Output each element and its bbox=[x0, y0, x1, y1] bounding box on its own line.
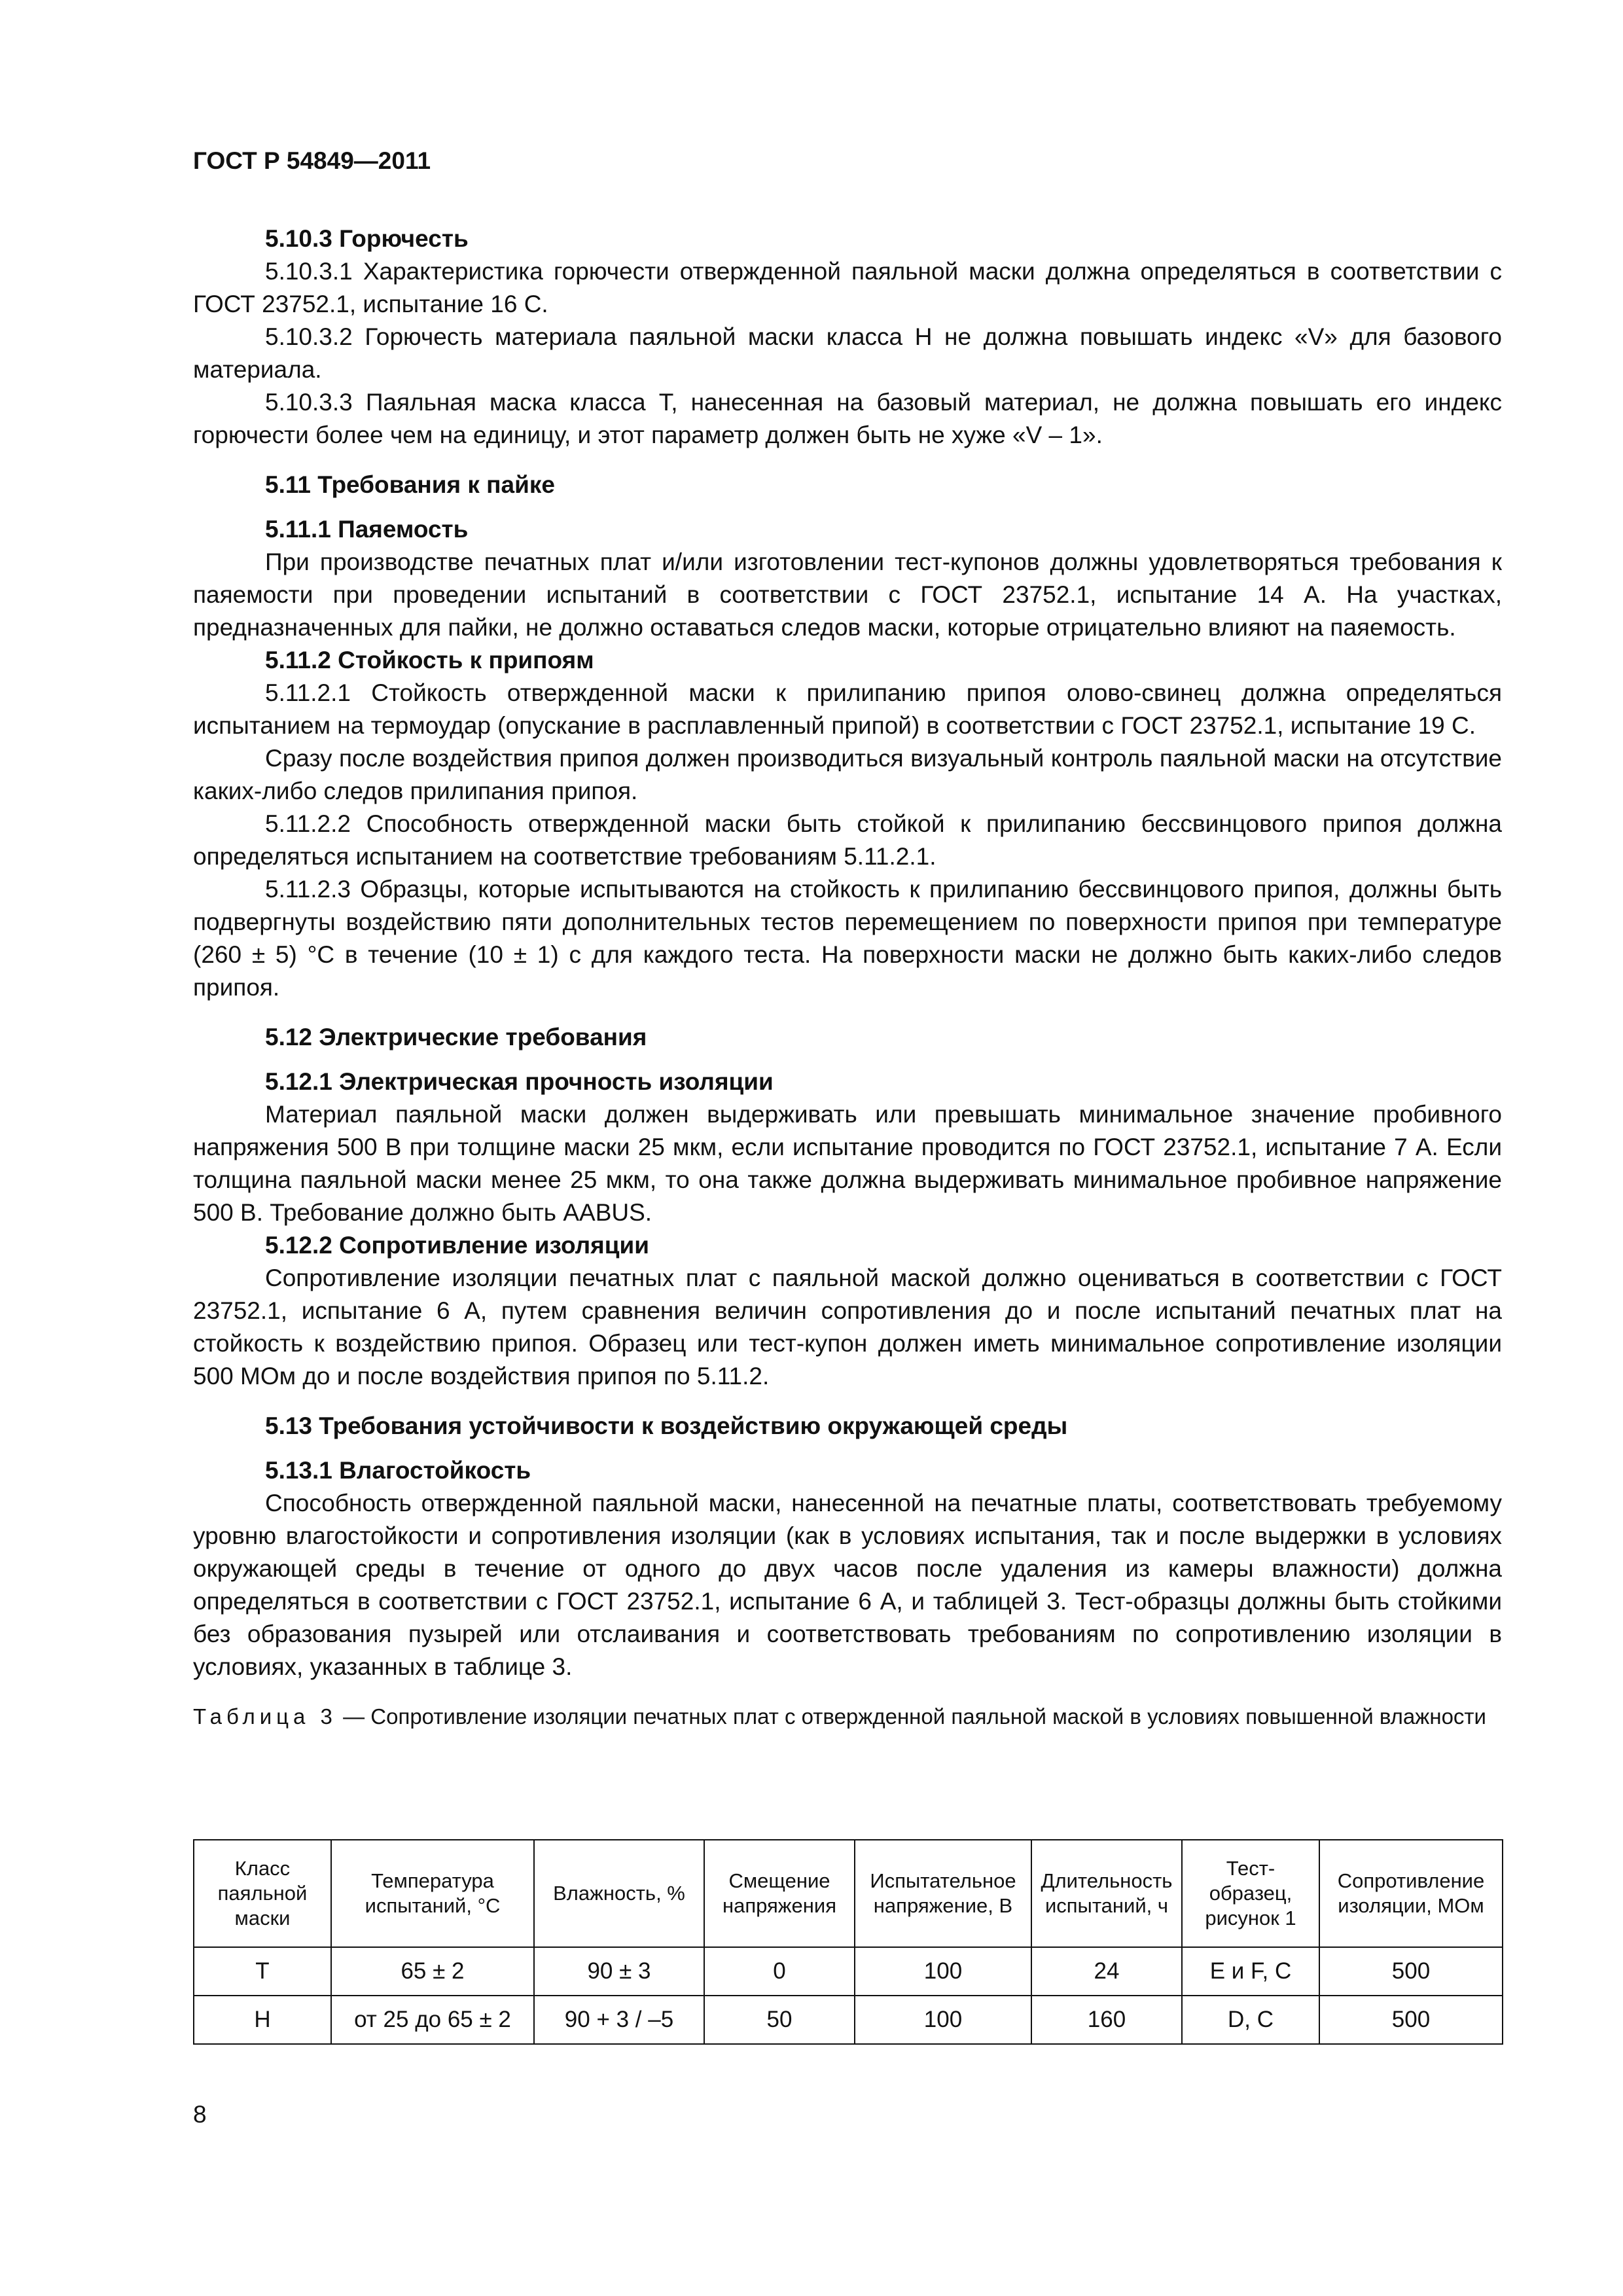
standard-header: ГОСТ Р 54849—2011 bbox=[193, 147, 431, 174]
paragraph: При производстве печатных плат и/или изготовлении тест-купонов должны удовлетворяться требования к паяемости при проведении испытаний в соответствии с ГОСТ 23752.1, испытание 14 А. На участках, предназначенных для пайки, не должно оставаться следов маски, которые отрицательно влияют на паяемость. bbox=[193, 548, 1502, 641]
section-5-11-title: 5.11 Требования к пайке bbox=[265, 471, 555, 498]
paragraph: Материал паяльной маски должен выдерживать или превышать минимальное значение пробивного напряжения 500 В при толщине маски 25 мкм, если испытание проводится по ГОСТ 23752.1, испытание 7 А. Если толщина паяльной маски менее 25 мкм, то она также должна выдерживать минимальное пробивное напряжение 500 В. Требование должно быть AABUS. bbox=[193, 1101, 1502, 1226]
paragraph: 5.10.3.2 Горючесть материала паяльной маски класса Н не должна повышать индекс «V» для базового материала. bbox=[193, 323, 1502, 383]
paragraph: 5.10.3.3 Паяльная маска класса Т, нанесенная на базовый материал, не должна повышать его индекс горючести более чем на единицу, и этот параметр должен быть не хуже «V – 1». bbox=[193, 389, 1502, 448]
column-header: Длительность испытаний, ч bbox=[1031, 1840, 1182, 1947]
table-cell: 500 bbox=[1319, 1996, 1503, 2044]
section-5-10-3-title: 5.10.3 Горючесть bbox=[265, 225, 469, 252]
column-header: Испытательное напряжение, В bbox=[855, 1840, 1031, 1947]
section-5-12-title: 5.12 Электрические требования bbox=[265, 1024, 647, 1050]
table-cell: D, С bbox=[1182, 1996, 1319, 2044]
paragraph: 5.10.3.1 Характеристика горючести отвержденной паяльной маски должна определяться в соответствии с ГОСТ 23752.1, испытание 16 С. bbox=[193, 258, 1502, 317]
table-row bbox=[194, 1947, 1503, 1996]
table-cell: Е и F, С bbox=[1182, 1947, 1319, 1996]
paragraph: Сопротивление изоляции печатных плат с паяльной маской должно оцениваться в соответствии с ГОСТ 23752.1, испытание 6 А, путем сравнения величин сопротивления до и после испытаний печатных плат на стойкость к воздействию припоя. Образец или тест-купон должен иметь минимальное сопротивление изоляции 500 МОм до и после воздействия припоя по 5.11.2. bbox=[193, 1265, 1502, 1390]
paragraph: 5.11.2.2 Способность отвержденной маски быть стойкой к прилипанию бессвинцового припоя должна определяться испытанием на соответствие требованиям 5.11.2.1. bbox=[193, 810, 1502, 870]
document-body bbox=[193, 223, 1502, 1731]
page-number: 8 bbox=[193, 2101, 207, 2128]
column-header: Смещение напряжения bbox=[704, 1840, 855, 1947]
table-cell: 500 bbox=[1319, 1947, 1503, 1996]
table-caption bbox=[193, 1702, 1502, 1731]
column-header: Влажность, % bbox=[534, 1840, 704, 1947]
section-5-11-1-title: 5.11.1 Паяемость bbox=[265, 516, 469, 543]
column-header: Температура испытаний, °С bbox=[331, 1840, 534, 1947]
table-3 bbox=[193, 1839, 1503, 2045]
table-row bbox=[194, 1996, 1503, 2044]
table-header-row bbox=[194, 1840, 1503, 1947]
table-cell: от 25 до 65 ± 2 bbox=[331, 1996, 534, 2044]
section-5-13-1-title: 5.13.1 Влагостойкость bbox=[265, 1457, 531, 1484]
table-cell: 90 + 3 / –5 bbox=[534, 1996, 704, 2044]
paragraph: 5.11.2.3 Образцы, которые испытываются на стойкость к прилипанию бессвинцового припоя, должны быть подвергнуты воздействию пяти дополнительных тестов перемещением по поверхности припоя при температуре (260 ± 5) °С в течение (10 ± 1) с для каждого теста. На поверхности маски не должно быть каких-либо следов припоя. bbox=[193, 876, 1502, 1001]
column-header: Класс паяльной маски bbox=[194, 1840, 331, 1947]
section-5-13-title: 5.13 Требования устойчивости к воздействию окружающей среды bbox=[265, 1412, 1068, 1439]
column-header: Сопротивление изоляции, МОм bbox=[1319, 1840, 1503, 1947]
table-cell: 90 ± 3 bbox=[534, 1947, 704, 1996]
table-cell: 0 bbox=[704, 1947, 855, 1996]
table-cell: Т bbox=[194, 1947, 331, 1996]
paragraph: Способность отвержденной паяльной маски, нанесенной на печатные платы, соответствовать требуемому уровню влагостойкости и сопротивления изоляции (как в условиях испытания, так и после выдержки в условиях окружающей среды в течение от одного до двух часов после удаления из камеры влажности) должна определяться в соответствии с ГОСТ 23752.1, испытание 6 А, и таблицей 3. Тест-образцы должны быть стойкими без образования пузырей или отслаивания и соответствовать требованиям по сопротивлению изоляции в условиях, указанных в таблице 3. bbox=[193, 1490, 1502, 1680]
section-5-12-2-title: 5.12.2 Сопротивление изоляции bbox=[265, 1232, 649, 1259]
table-cell: 24 bbox=[1031, 1947, 1182, 1996]
table-cell: Н bbox=[194, 1996, 331, 2044]
table-caption-text: — Сопротивление изоляции печатных плат с отвержденной паяльной маской в условиях повышенной влажности bbox=[336, 1704, 1486, 1729]
section-5-12-1-title: 5.12.1 Электрическая прочность изоляции bbox=[265, 1068, 774, 1095]
table-caption-label: Таблица 3 bbox=[193, 1704, 337, 1729]
table-cell: 100 bbox=[855, 1996, 1031, 2044]
table-cell: 65 ± 2 bbox=[331, 1947, 534, 1996]
paragraph: Сразу после воздействия припоя должен производиться визуальный контроль паяльной маски на отсутствие каких-либо следов прилипания припоя. bbox=[193, 745, 1502, 804]
column-header: Тест-образец, рисунок 1 bbox=[1182, 1840, 1319, 1947]
table-cell: 160 bbox=[1031, 1996, 1182, 2044]
table-cell: 50 bbox=[704, 1996, 855, 2044]
table-cell: 100 bbox=[855, 1947, 1031, 1996]
section-5-11-2-title: 5.11.2 Стойкость к припоям bbox=[265, 647, 594, 673]
paragraph: 5.11.2.1 Стойкость отвержденной маски к прилипанию припоя олово-свинец должна определяться испытанием на термоудар (опускание в расплавленный припой) в соответствии с ГОСТ 23752.1, испытание 19 С. bbox=[193, 679, 1502, 739]
